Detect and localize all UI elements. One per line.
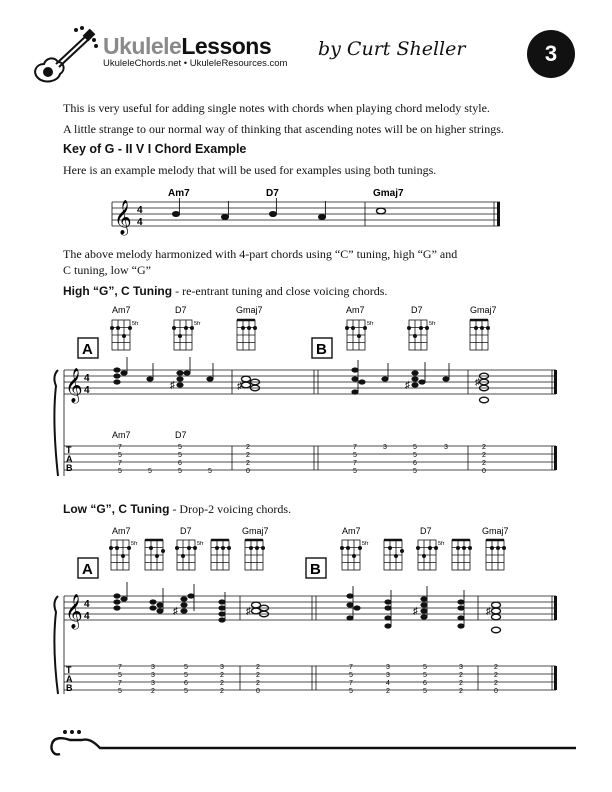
svg-text:4: 4 xyxy=(84,385,90,396)
svg-text:5: 5 xyxy=(118,452,122,459)
svg-text:2: 2 xyxy=(482,452,486,459)
svg-text:3: 3 xyxy=(151,680,155,687)
harmony-text-line-2: C tuning, low “G” xyxy=(63,263,151,277)
tab-letter-b: B xyxy=(66,463,73,473)
svg-text:2: 2 xyxy=(246,452,250,459)
fret-label: 5fr xyxy=(367,321,374,327)
svg-text:7: 7 xyxy=(349,664,353,671)
tab-letter-a: A xyxy=(66,454,73,464)
svg-text:5: 5 xyxy=(118,468,122,475)
svg-text:6: 6 xyxy=(184,680,188,687)
box-b-label: B xyxy=(310,561,321,578)
low-g-title: Low “G”, C Tuning xyxy=(63,502,170,516)
svg-text:2: 2 xyxy=(386,688,390,695)
tab-letter-t: T xyxy=(66,665,72,675)
svg-text:♯: ♯ xyxy=(173,606,178,617)
fret-label: 5fr xyxy=(131,541,138,547)
svg-text:5: 5 xyxy=(423,688,427,695)
footer-guitar-rule xyxy=(40,728,580,760)
low-g-chord-b-3: Gmaj7 xyxy=(482,526,509,536)
svg-text:♯: ♯ xyxy=(475,377,480,388)
svg-text:5: 5 xyxy=(349,672,353,679)
svg-text:5: 5 xyxy=(118,672,122,679)
box-b-label: B xyxy=(316,341,327,358)
svg-text:♯: ♯ xyxy=(237,381,242,392)
svg-text:2: 2 xyxy=(494,664,498,671)
svg-text:2: 2 xyxy=(256,672,260,679)
svg-text:5: 5 xyxy=(349,688,353,695)
tab-letter-a: A xyxy=(66,674,73,684)
low-g-chord-a-1: Am7 xyxy=(112,526,131,536)
intro-line-1: This is very useful for adding single notes with chords when playing chord melody style. xyxy=(63,101,490,115)
svg-text:4: 4 xyxy=(386,680,390,687)
svg-text:♯: ♯ xyxy=(413,606,418,617)
svg-text:3: 3 xyxy=(151,664,155,671)
high-g-chord-a-2: D7 xyxy=(175,305,187,315)
low-g-chord-a-2: D7 xyxy=(180,526,192,536)
brand-ukulele: Ukulele xyxy=(103,33,182,59)
intro-line-2: A little strange to our normal way of thinking that ascending notes will be on higher strings. xyxy=(63,122,504,136)
treble-clef-icon: 𝄞 xyxy=(65,369,83,402)
melody-chord-d7: D7 xyxy=(266,188,279,199)
fret-label: 5fr xyxy=(438,541,445,547)
tab-chord-label-d7: D7 xyxy=(175,430,187,440)
svg-text:♯: ♯ xyxy=(486,606,491,617)
svg-text:6: 6 xyxy=(423,680,427,687)
svg-text:2: 2 xyxy=(482,460,486,467)
svg-text:6: 6 xyxy=(178,460,182,467)
svg-text:5: 5 xyxy=(208,468,212,475)
svg-text:7: 7 xyxy=(118,680,122,687)
melody-chord-am7: Am7 xyxy=(168,188,190,199)
low-g-chord-b-2: D7 xyxy=(420,526,432,536)
melody-description: Here is an example melody that will be used for examples using both tunings. xyxy=(63,163,437,177)
page-number-badge: 3 xyxy=(527,30,575,78)
high-g-chord-a-3: Gmaj7 xyxy=(236,305,263,315)
treble-clef-icon: 𝄞 xyxy=(65,595,83,628)
melody-staff xyxy=(0,180,612,240)
svg-text:4: 4 xyxy=(84,373,90,384)
svg-text:4: 4 xyxy=(137,205,143,216)
websites: UkuleleChords.net • UkuleleResources.com xyxy=(103,58,288,69)
svg-text:5: 5 xyxy=(413,452,417,459)
svg-text:4: 4 xyxy=(84,611,90,622)
svg-text:4: 4 xyxy=(137,217,143,228)
high-g-chord-a-1: Am7 xyxy=(112,305,131,315)
high-g-chord-b-3: Gmaj7 xyxy=(470,305,497,315)
svg-text:5: 5 xyxy=(423,664,427,671)
svg-text:♯: ♯ xyxy=(246,606,251,617)
svg-text:3: 3 xyxy=(383,444,387,451)
svg-text:2: 2 xyxy=(459,672,463,679)
section-heading: Key of G - II V I Chord Example xyxy=(63,142,247,156)
byline: by Curt Sheller xyxy=(318,38,466,60)
svg-text:3: 3 xyxy=(386,672,390,679)
fret-label: 5fr xyxy=(194,321,201,327)
svg-text:2: 2 xyxy=(494,680,498,687)
svg-text:5: 5 xyxy=(413,444,417,451)
svg-text:3: 3 xyxy=(459,664,463,671)
low-g-notation xyxy=(0,518,612,708)
svg-text:4: 4 xyxy=(84,599,90,610)
svg-text:0: 0 xyxy=(246,468,250,475)
svg-text:2: 2 xyxy=(220,672,224,679)
svg-text:5: 5 xyxy=(118,688,122,695)
svg-text:2: 2 xyxy=(256,664,260,671)
half-note xyxy=(377,208,386,214)
ukulele-logo-icon xyxy=(30,26,100,88)
svg-text:5: 5 xyxy=(423,672,427,679)
low-g-description: - Drop-2 voicing chords. xyxy=(169,502,292,516)
treble-clef-icon: 𝄞 xyxy=(114,201,132,234)
svg-text:♯: ♯ xyxy=(405,380,410,391)
brand-title xyxy=(103,33,271,60)
svg-text:2: 2 xyxy=(246,460,250,467)
high-g-chord-b-1: Am7 xyxy=(346,305,365,315)
svg-text:5: 5 xyxy=(148,468,152,475)
svg-text:7: 7 xyxy=(118,664,122,671)
svg-text:3: 3 xyxy=(386,664,390,671)
svg-text:3: 3 xyxy=(151,672,155,679)
fret-label: 5fr xyxy=(429,321,436,327)
svg-text:5: 5 xyxy=(178,444,182,451)
box-a-label: A xyxy=(82,341,93,358)
svg-text:7: 7 xyxy=(353,460,357,467)
tab-chord-label-am7: Am7 xyxy=(112,430,131,440)
svg-text:2: 2 xyxy=(459,680,463,687)
svg-text:7: 7 xyxy=(353,444,357,451)
melody-chord-gmaj7: Gmaj7 xyxy=(373,188,404,199)
svg-text:2: 2 xyxy=(494,672,498,679)
svg-text:7: 7 xyxy=(118,444,122,451)
tab-letter-t: T xyxy=(66,445,72,455)
fret-label: 5fr xyxy=(197,541,204,547)
svg-text:2: 2 xyxy=(482,444,486,451)
high-g-title-line xyxy=(63,284,387,299)
svg-text:2: 2 xyxy=(151,688,155,695)
svg-text:2: 2 xyxy=(220,680,224,687)
svg-text:2: 2 xyxy=(246,444,250,451)
tab-letter-b: B xyxy=(66,683,73,693)
svg-text:5: 5 xyxy=(184,688,188,695)
svg-text:2: 2 xyxy=(459,688,463,695)
high-g-description: - re-entrant tuning and close voicing chords. xyxy=(172,284,388,298)
svg-text:3: 3 xyxy=(220,664,224,671)
svg-text:0: 0 xyxy=(482,468,486,475)
svg-text:5: 5 xyxy=(353,452,357,459)
svg-text:5: 5 xyxy=(178,468,182,475)
brand-lessons: Lessons xyxy=(181,33,272,59)
box-a-label: A xyxy=(82,561,93,578)
svg-text:0: 0 xyxy=(494,688,498,695)
svg-text:7: 7 xyxy=(118,460,122,467)
svg-text:♯: ♯ xyxy=(170,380,175,391)
high-g-notation xyxy=(0,300,612,480)
low-g-chord-a-3: Gmaj7 xyxy=(242,526,269,536)
svg-text:3: 3 xyxy=(444,444,448,451)
fret-label: 5fr xyxy=(362,541,369,547)
harmony-text-line-1: The above melody harmonized with 4-part chords using “C” tuning, high “G” and xyxy=(63,247,458,261)
fret-label: 5fr xyxy=(132,321,139,327)
svg-text:5: 5 xyxy=(413,468,417,475)
svg-text:2: 2 xyxy=(256,680,260,687)
svg-text:5: 5 xyxy=(184,664,188,671)
low-g-title-line xyxy=(63,502,291,517)
svg-text:6: 6 xyxy=(413,460,417,467)
svg-text:5: 5 xyxy=(353,468,357,475)
low-g-chord-b-1: Am7 xyxy=(342,526,361,536)
high-g-chord-b-2: D7 xyxy=(411,305,423,315)
high-g-title: High “G”, C Tuning xyxy=(63,284,173,298)
svg-text:5: 5 xyxy=(178,452,182,459)
svg-text:2: 2 xyxy=(220,688,224,695)
svg-text:0: 0 xyxy=(256,688,260,695)
svg-text:5: 5 xyxy=(184,672,188,679)
svg-text:7: 7 xyxy=(349,680,353,687)
